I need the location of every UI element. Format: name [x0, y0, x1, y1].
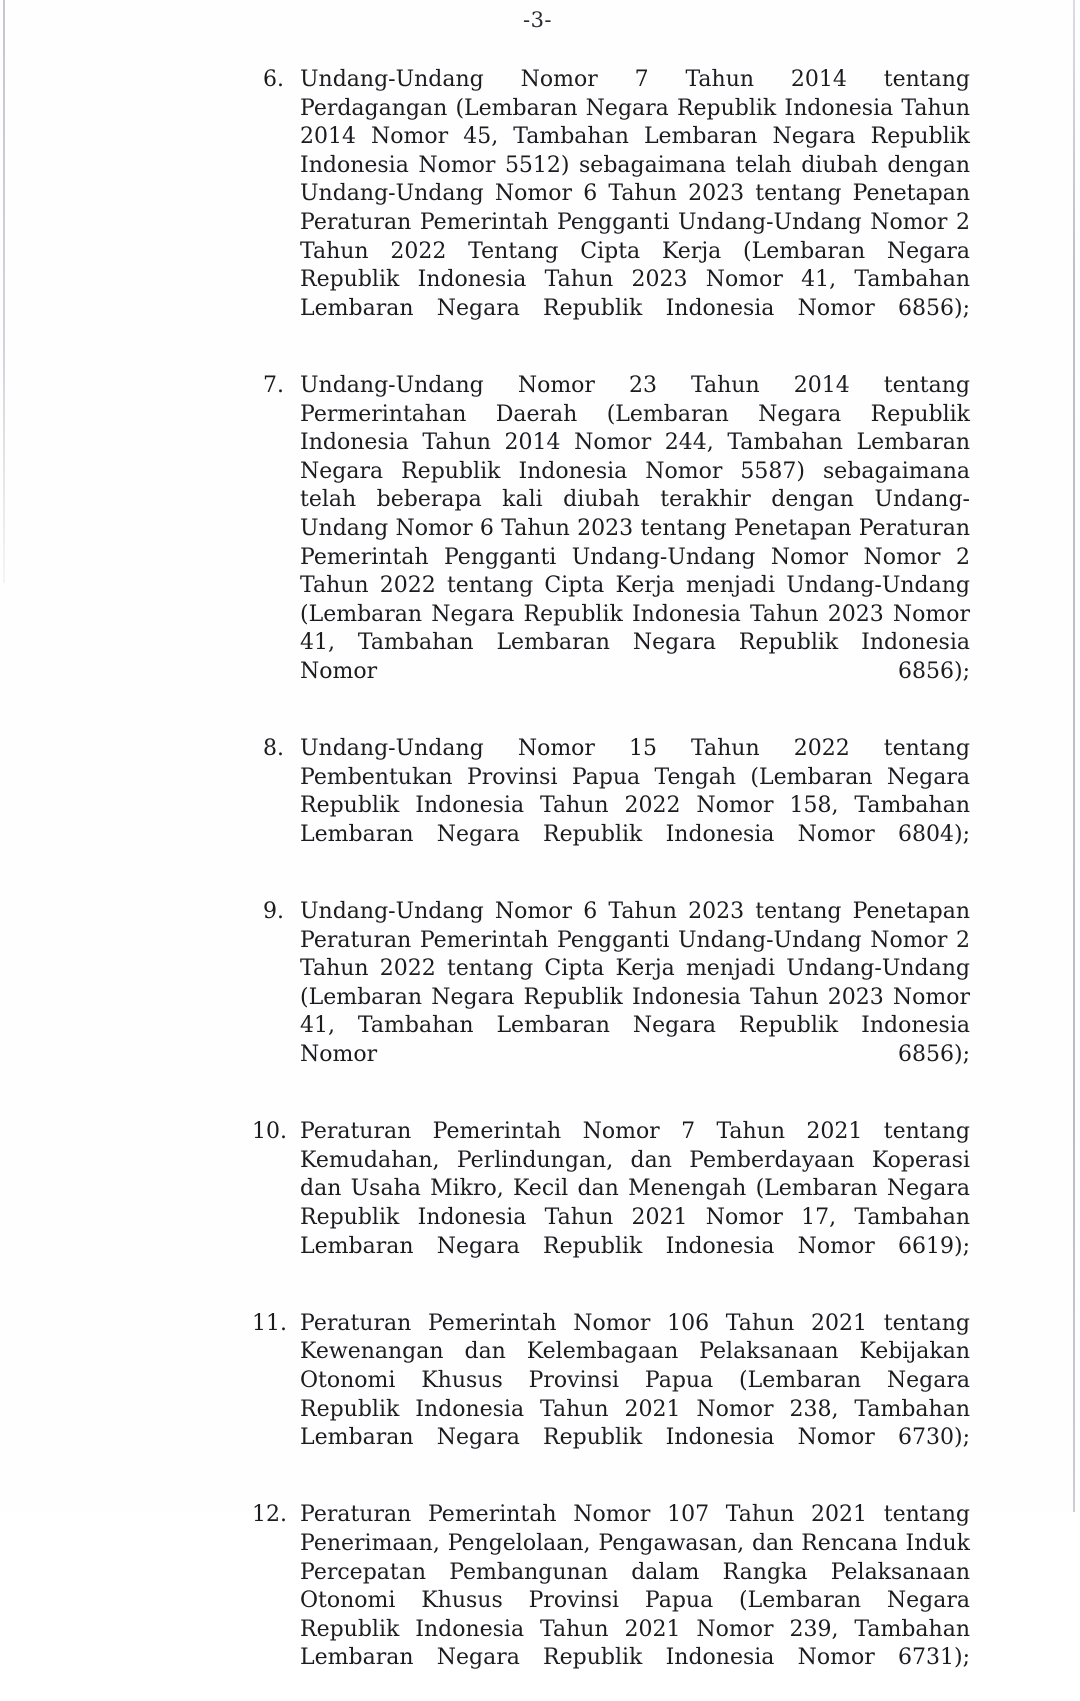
- clause-text: Peraturan Pemerintah Nomor 7 Tahun 2021 tentang Kemudahan, Perlindungan, dan Pemberdayaan Koperasi dan Usaha Mikro, Kecil dan Menengah (Lembaran Negara Republik Indonesia Tahun 2021 Nomor 17, Tambahan Lembaran Negara Republik Indonesia Nomor 6619);: [300, 1119, 970, 1259]
- clause-number: 9.: [263, 899, 284, 925]
- list-item: [252, 1501, 970, 1701]
- clause-number: 10.: [252, 1119, 287, 1145]
- scan-edge-right: [1073, 0, 1075, 1512]
- clause-number: 11.: [252, 1310, 287, 1336]
- list-item: [252, 1310, 970, 1482]
- clause-text: Undang-Undang Nomor 7 Tahun 2014 tentang Perdagangan (Lembaran Negara Republik Indonesia Tahun 2014 Nomor 45, Tambahan Lembaran Negara Republik Indonesia Nomor 5512) sebagaimana telah diubah dengan Undang-Undang Nomor 6 Tahun 2023 tentang Penetapan Peraturan Pemerintah Pengganti Undang-Undang Nomor 2 Tahun 2022 Tentang Cipta Kerja (Lembaran Negara Republik Indonesia Tahun 2023 Nomor 41, Tambahan Lembaran Negara Republik Indonesia Nomor 6856);: [300, 67, 970, 321]
- numbered-clause-list: [252, 66, 970, 1701]
- clause-number: 7.: [263, 372, 284, 398]
- clause-text: Peraturan Pemerintah Nomor 107 Tahun 2021 tentang Penerimaan, Pengelolaan, Pengawasan, dan Rencana Induk Percepatan Pembangunan dalam Rangka Pelaksanaan Otonomi Khusus Provinsi Papua (Lembaran Negara Republik Indonesia Tahun 2021 Nomor 239, Tambahan Lembaran Negara Republik Indonesia Nomor 6731);: [300, 1502, 970, 1671]
- clause-text: Undang-Undang Nomor 15 Tahun 2022 tentang Pembentukan Provinsi Papua Tengah (Lembaran Negara Republik Indonesia Tahun 2022 Nomor 158, Tambahan Lembaran Negara Republik Indonesia Nomor 6804);: [300, 736, 970, 847]
- clause-number: 12.: [252, 1502, 287, 1528]
- list-item: [252, 372, 970, 715]
- list-item: [252, 1118, 970, 1290]
- list-item: [252, 898, 970, 1098]
- clause-text: Undang-Undang Nomor 23 Tahun 2014 tentang Permerintahan Daerah (Lembaran Negara Republik Indonesia Tahun 2014 Nomor 244, Tambahan Lembaran Negara Republik Indonesia Nomor 5587) sebagaimana telah beberapa kali diubah terakhir dengan Undang-Undang Nomor 6 Tahun 2023 tentang Penetapan Peraturan Pemerintah Pengganti Undang-Undang Nomor Nomor 2 Tahun 2022 tentang Cipta Kerja menjadi Undang-Undang (Lembaran Negara Republik Indonesia Tahun 2023 Nomor 41, Tambahan Lembaran Negara Republik Indonesia Nomor 6856);: [300, 372, 970, 684]
- list-item: [252, 735, 970, 878]
- clause-text: Peraturan Pemerintah Nomor 106 Tahun 2021 tentang Kewenangan dan Kelembagaan Pelaksanaan Kebijakan Otonomi Khusus Provinsi Papua (Lembaran Negara Republik Indonesia Tahun 2021 Nomor 238, Tambahan Lembaran Negara Republik Indonesia Nomor 6730);: [300, 1310, 970, 1451]
- page-number-header: -3-: [522, 8, 553, 32]
- clause-text: Undang-Undang Nomor 6 Tahun 2023 tentang Penetapan Peraturan Pemerintah Pengganti Undang-Undang Nomor 2 Tahun 2022 tentang Cipta Kerja menjadi Undang-Undang (Lembaran Negara Republik Indonesia Tahun 2023 Nomor 41, Tambahan Lembaran Negara Republik Indonesia Nomor 6856);: [300, 899, 970, 1067]
- clause-number: 6.: [263, 67, 284, 92]
- clause-number: 8.: [263, 736, 284, 762]
- scan-edge-left: [3, 0, 5, 583]
- list-item: [252, 66, 970, 352]
